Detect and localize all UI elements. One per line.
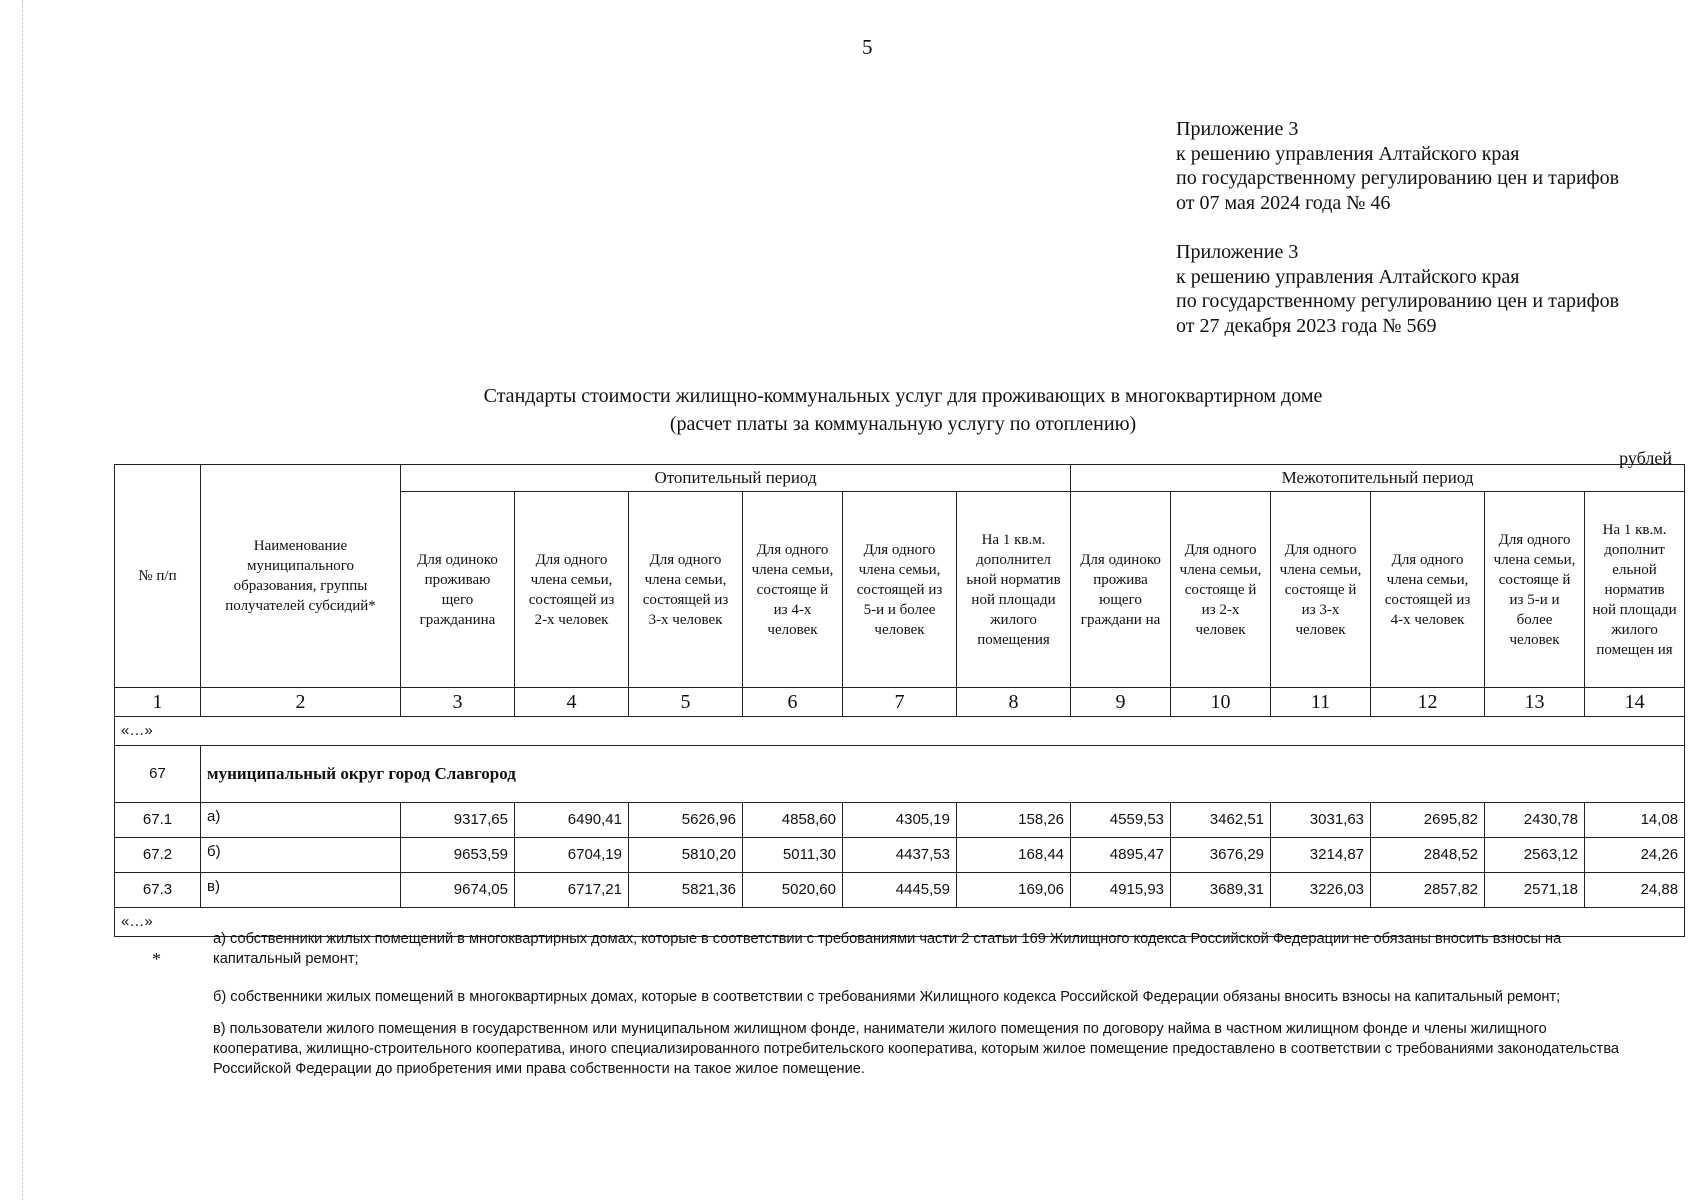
value-cell: 5626,96 [629, 803, 743, 838]
value-cell: 4895,47 [1071, 838, 1171, 873]
value-cell: 5821,36 [629, 873, 743, 908]
column-number: 3 [401, 688, 515, 717]
table-row [115, 803, 1685, 838]
column-number: 8 [957, 688, 1071, 717]
header-interheating-period: Межотопительный период [1071, 465, 1685, 492]
municipality-name: муниципальный округ город Славгород [201, 746, 1685, 803]
footnote-a: а) собственники жилых помещений в многоквартирных домах, которые в соответствии с требованиями части 2 статьи 169 Жилищного кодекса Российской Федерации не обязаны вносить взносы на капитальный ремонт; [213, 931, 1562, 967]
scan-margin-line [22, 0, 23, 1200]
column-number: 4 [515, 688, 629, 717]
row-group: б) [201, 838, 401, 873]
municipality-code: 67 [115, 746, 201, 803]
value-cell: 24,88 [1585, 873, 1685, 908]
value-cell: 5011,30 [743, 838, 843, 873]
value-cell: 3676,29 [1171, 838, 1271, 873]
appendix-line: к решению управления Алтайского края [1176, 142, 1520, 165]
value-cell: 9653,59 [401, 838, 515, 873]
value-cell: 5020,60 [743, 873, 843, 908]
footnote-b: б) собственники жилых помещений в многоквартирных домах, которые в соответствии с требованиями Жилищного кодекса Российской Федерации обязаны вносить взносы на капитальный ремонт; [213, 989, 1561, 1005]
value-cell: 4858,60 [743, 803, 843, 838]
value-cell: 9317,65 [401, 803, 515, 838]
value-cell: 3689,31 [1171, 873, 1271, 908]
column-number: 14 [1585, 688, 1685, 717]
page-number: 5 [862, 35, 873, 59]
column-number: 10 [1171, 688, 1271, 717]
header-cell: Для одиноко проживаю щего гражданина [401, 492, 515, 688]
value-cell: 3031,63 [1271, 803, 1371, 838]
column-number: 7 [843, 688, 957, 717]
header-cell: Для одного члена семьи, состоящей из 3-х человек [629, 492, 743, 688]
municipality-row [115, 746, 1685, 803]
ellipsis-cell: «…» [115, 717, 1685, 746]
header-num: № п/п [115, 465, 201, 688]
title-line-2: (расчет платы за коммунальную услугу по отоплению) [669, 413, 1137, 435]
value-cell: 4915,93 [1071, 873, 1171, 908]
value-cell: 4559,53 [1071, 803, 1171, 838]
value-cell: 2430,78 [1485, 803, 1585, 838]
value-cell: 158,26 [957, 803, 1071, 838]
table-row [115, 873, 1685, 908]
value-cell: 2563,12 [1485, 838, 1585, 873]
value-cell: 168,44 [957, 838, 1071, 873]
value-cell: 4305,19 [843, 803, 957, 838]
column-number: 9 [1071, 688, 1171, 717]
appendix-line: от 27 декабря 2023 года № 569 [1176, 314, 1437, 337]
column-number: 11 [1271, 688, 1371, 717]
value-cell: 169,06 [957, 873, 1071, 908]
row-code: 67.1 [115, 803, 201, 838]
column-number: 12 [1371, 688, 1485, 717]
footnote-marker: * [152, 949, 161, 969]
appendix-line: по государственному регулированию цен и тарифов [1176, 290, 1620, 312]
value-cell: 24,26 [1585, 838, 1685, 873]
row-group: а) [201, 803, 401, 838]
appendix-line: к решению управления Алтайского края [1176, 265, 1520, 288]
column-number-row [115, 688, 1685, 717]
header-heating-period: Отопительный период [401, 465, 1071, 492]
appendix-header-current [1176, 117, 1619, 215]
header-cell: Для одного члена семьи, состояще й из 4-х человек [743, 492, 843, 688]
appendix-line: от 07 мая 2024 года № 46 [1176, 191, 1391, 214]
value-cell: 2857,82 [1371, 873, 1485, 908]
value-cell: 2571,18 [1485, 873, 1585, 908]
header-cell: На 1 кв.м. дополнит ельной норматив ной площади жилого помещен ия [1585, 492, 1685, 688]
appendix-line: по государственному регулированию цен и тарифов [1176, 167, 1620, 189]
value-cell: 9674,05 [401, 873, 515, 908]
column-number: 6 [743, 688, 843, 717]
value-cell: 4437,53 [843, 838, 957, 873]
header-cell: Для одного члена семьи, состояще й из 3-х человек [1271, 492, 1371, 688]
value-cell: 3462,51 [1171, 803, 1271, 838]
value-cell: 14,08 [1585, 803, 1685, 838]
header-cell: На 1 кв.м. дополнител ьной норматив ной площади жилого помещения [957, 492, 1071, 688]
appendix-line: Приложение 3 [1176, 241, 1299, 263]
appendix-header-previous [1176, 240, 1619, 338]
value-cell: 3214,87 [1271, 838, 1371, 873]
header-cell: Для одного члена семьи, состоящей из 4-х человек [1371, 492, 1485, 688]
table-row [115, 838, 1685, 873]
header-cell: Для одного члена семьи, состояще й из 2-х человек [1171, 492, 1271, 688]
header-cell: Для одного члена семьи, состоящей из 5-и и более человек [843, 492, 957, 688]
value-cell: 4445,59 [843, 873, 957, 908]
value-cell: 3226,03 [1271, 873, 1371, 908]
ellipsis-cell: «…» [115, 908, 1685, 937]
appendix-line: Приложение 3 [1176, 118, 1299, 140]
header-cell: Для одиноко прожива ющего граждани на [1071, 492, 1171, 688]
header-cell: Для одного члена семьи, состояще й из 5-и и более человек [1485, 492, 1585, 688]
ellipsis-row [115, 717, 1685, 746]
units-label: рублей [1619, 448, 1672, 468]
value-cell: 5810,20 [629, 838, 743, 873]
value-cell: 6490,41 [515, 803, 629, 838]
row-group: в) [201, 873, 401, 908]
row-code: 67.3 [115, 873, 201, 908]
footnotes [213, 929, 1633, 1097]
column-number: 1 [115, 688, 201, 717]
row-code: 67.2 [115, 838, 201, 873]
header-name: Наименование муниципального образования, группы получателей субсидий* [201, 465, 401, 688]
cost-standards-table [114, 464, 1685, 937]
header-group-row [115, 465, 1685, 492]
value-cell: 6704,19 [515, 838, 629, 873]
column-number: 13 [1485, 688, 1585, 717]
value-cell: 6717,21 [515, 873, 629, 908]
document-title [0, 382, 1696, 438]
title-line-1: Стандарты стоимости жилищно-коммунальных услуг для проживающих в многоквартирном доме [483, 385, 1323, 407]
column-number: 2 [201, 688, 401, 717]
header-cell: Для одного члена семьи, состоящей из 2-х человек [515, 492, 629, 688]
value-cell: 2695,82 [1371, 803, 1485, 838]
column-number: 5 [629, 688, 743, 717]
footnote-c: в) пользователи жилого помещения в государственном или муниципальном жилищном фонде, наниматели жилого помещения по договору найма в частном жилищном фонде и члены жилищного кооператива, жилищно-строительного кооператива, иного специализированного потребительского кооператива, которым жилое помещение предоставлено в соответствии с требованиями законодательства Российской Федерации до приобретения ими права собственности на такое жилое помещение. [213, 1021, 1620, 1077]
value-cell: 2848,52 [1371, 838, 1485, 873]
